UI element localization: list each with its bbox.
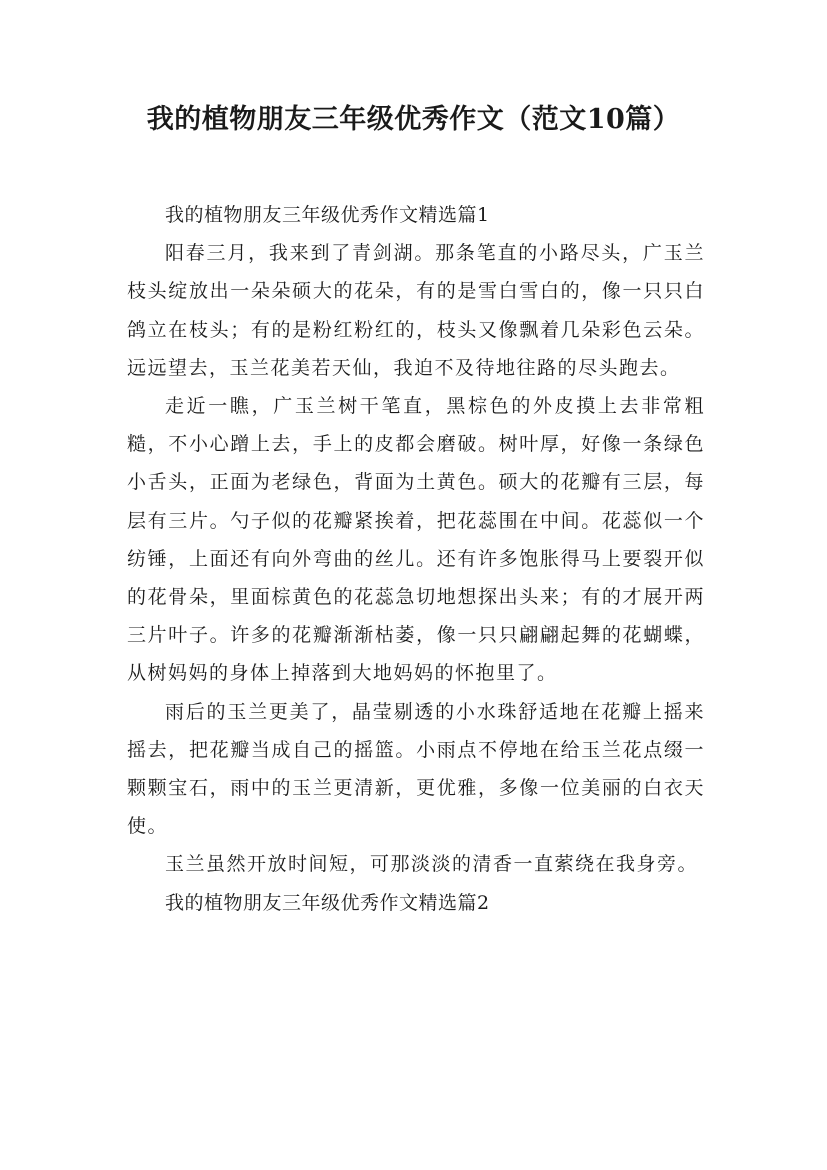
body-paragraph: 阳春三月，我来到了青剑湖。那条笔直的小路尽头，广玉兰枝头绽放出一朵朵硕大的花朵，有的是雪白雪白的，像一只只白鸽立在枝头；有的是粉红粉红的，枝头又像飘着几朵彩色云朵。远远望去，玉兰花美若天仙，我迫不及待地往路的尽头跑去。 bbox=[127, 242, 705, 379]
body-paragraph: 雨后的玉兰更美了，晶莹剔透的小水珠舒适地在花瓣上摇来摇去，把花瓣当成自己的摇篮。小雨点不停地在给玉兰花点缀一颗颗宝石，雨中的玉兰更清新，更优雅，多像一位美丽的白衣天使。 bbox=[127, 700, 705, 838]
document-title: 我的植物朋友三年级优秀作文（范文10篇） bbox=[146, 104, 681, 135]
section-heading: 我的植物朋友三年级优秀作文精选篇2 bbox=[165, 891, 490, 914]
section-heading: 我的植物朋友三年级优秀作文精选篇1 bbox=[165, 204, 490, 226]
body-paragraph: 走近一瞧，广玉兰树干笔直，黑棕色的外皮摸上去非常粗糙，不小心蹭上去，手上的皮都会磨破。树叶厚，好像一条绿色小舌头，正面为老绿色，背面为土黄色。硕大的花瓣有三层，每层有三片。勺子似的花瓣紧挨着，把花蕊围在中间。花蕊似一个纺锤，上面还有向外弯曲的丝儿。还有许多饱胀得马上要裂开似的花骨朵，里面棕黄色的花蕊急切地想探出头来；有的才展开两三片叶子。许多的花瓣渐渐枯萎，像一只只翩翩起舞的花蝴蝶，从树妈妈的身体上掉落到大地妈妈的怀抱里了。 bbox=[127, 395, 705, 685]
body-paragraph: 玉兰虽然开放时间短，可那淡淡的清香一直萦绕在我身旁。 bbox=[165, 853, 699, 876]
document-body bbox=[127, 196, 705, 922]
